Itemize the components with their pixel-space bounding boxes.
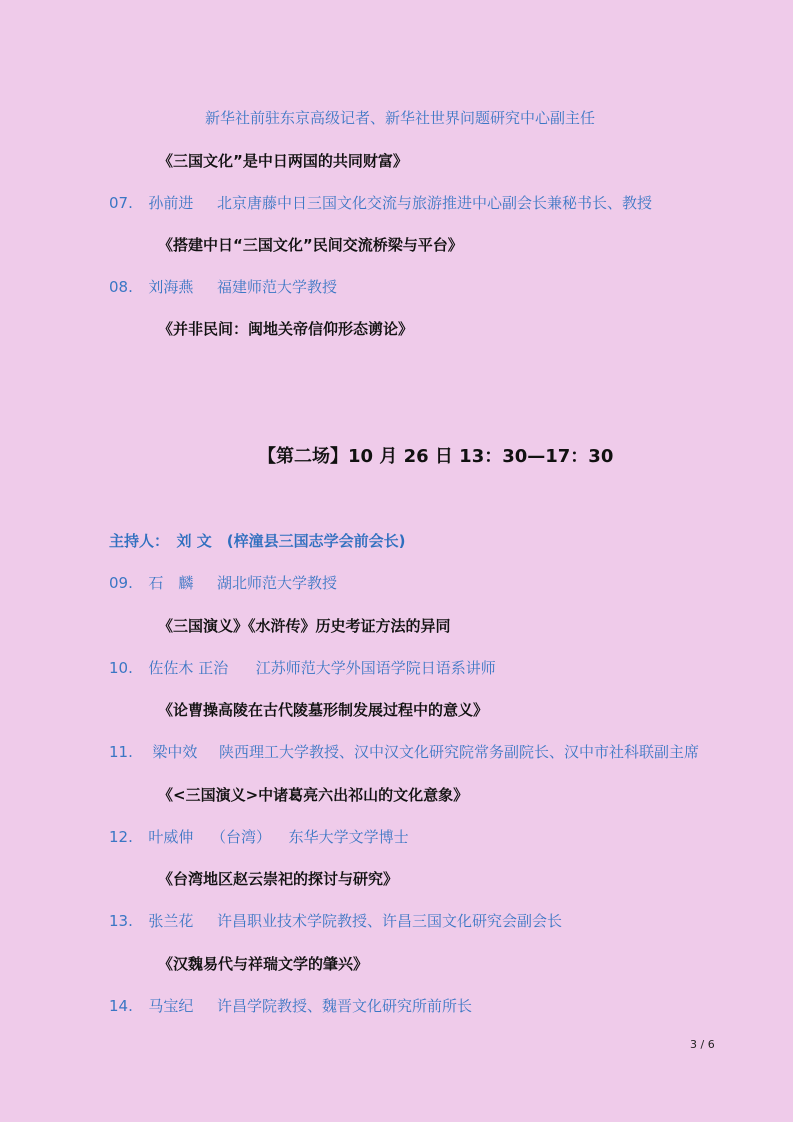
speaker-number: 13. (109, 912, 133, 930)
speaker-name: 孙前进 (148, 194, 194, 212)
paper-title: 《台湾地区赵云崇祀的探讨与研究》 (158, 870, 399, 888)
speaker-number: 09. (109, 574, 133, 592)
speaker-number: 07. (109, 194, 133, 212)
speaker-title: 许昌学院教授、魏晋文化研究所前所长 (217, 997, 473, 1015)
paper-title: 《论曹操高陵在古代陵墓形制发展过程中的意义》 (158, 701, 489, 719)
speaker-name: 叶威伸 (148, 828, 194, 846)
speaker-affiliation-line: 新华社前驻东京高级记者、新华社世界问题研究中心副主任 (205, 109, 596, 127)
speaker-number: 12. (109, 828, 133, 846)
speaker-name: 马宝纪 (148, 997, 194, 1015)
speaker-title: 陕西理工大学教授、汉中汉文化研究院常务副院长、汉中市社科联副主席 (219, 743, 700, 761)
speaker-line (109, 830, 409, 845)
speaker-region: （台湾） (211, 828, 272, 846)
speaker-line (109, 745, 699, 760)
paper-title: 《三国文化”是中日两国的共同财富》 (158, 152, 408, 170)
session-host: 主持人： 刘 文 (梓潼县三国志学会前会长) (109, 532, 406, 550)
speaker-title: 江苏师范大学外国语学院日语系讲师 (255, 659, 496, 677)
speaker-number: 14. (109, 997, 133, 1015)
speaker-number: 08. (109, 278, 133, 296)
speaker-title: 东华大学文学博士 (288, 828, 409, 846)
speaker-line (109, 999, 472, 1014)
speaker-line (109, 196, 652, 211)
speaker-title: 福建师范大学教授 (217, 278, 338, 296)
speaker-name: 佐佐木 正治 (148, 659, 229, 677)
speaker-number: 10. (109, 659, 133, 677)
speaker-number: 11. (109, 743, 133, 761)
paper-title: 《搭建中日“三国文化”民间交流桥梁与平台》 (158, 236, 463, 254)
speaker-name: 张兰花 (148, 912, 194, 930)
page-number: 3 / 6 (690, 1038, 715, 1051)
paper-title: 《汉魏易代与祥瑞文学的肇兴》 (158, 955, 369, 973)
speaker-name: 石 麟 (148, 574, 194, 592)
speaker-line (109, 914, 562, 929)
speaker-line (109, 280, 337, 295)
speaker-title: 北京唐藤中日三国文化交流与旅游推进中心副会长兼秘书长、教授 (217, 194, 653, 212)
speaker-line (109, 576, 337, 591)
paper-title: 《<三国演义>中诸葛亮六出祁山的文化意象》 (158, 786, 469, 804)
session-heading: 【第二场】10 月 26 日 13：30—17：30 (258, 446, 614, 467)
speaker-name: 刘海燕 (148, 278, 194, 296)
paper-title: 《三国演义》《水浒传》历史考证方法的异同 (158, 617, 451, 635)
paper-title: 《并非民间：闽地关帝信仰形态谫论》 (158, 320, 414, 338)
speaker-line (109, 661, 496, 676)
speaker-name: 梁中效 (152, 743, 198, 761)
speaker-title: 许昌职业技术学院教授、许昌三国文化研究会副会长 (217, 912, 563, 930)
speaker-title: 湖北师范大学教授 (217, 574, 338, 592)
